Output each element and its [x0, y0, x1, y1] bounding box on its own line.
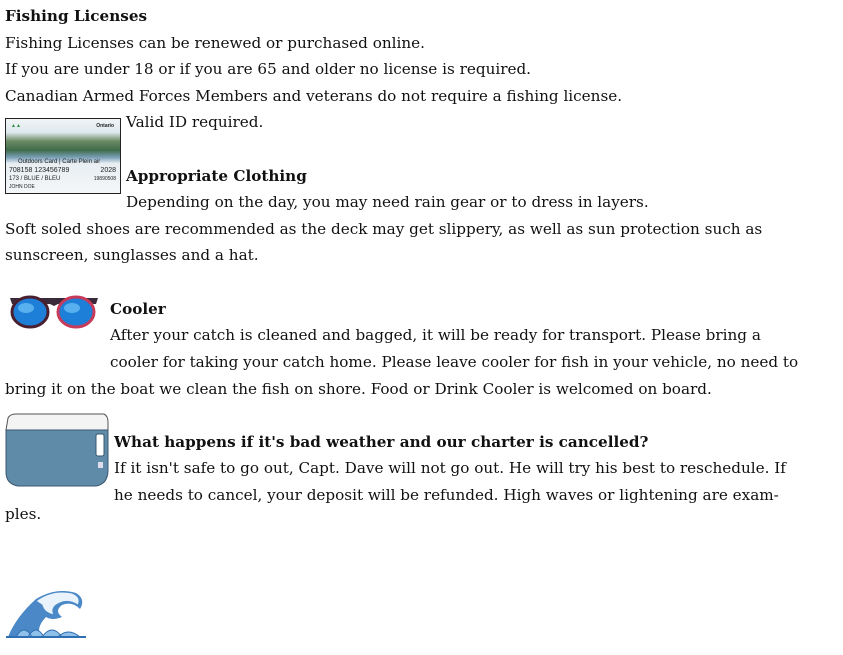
card-dob: 19890508: [93, 176, 116, 182]
text-line: After your catch is cleaned and bagged, it will be ready for transport. Please bring a: [110, 326, 761, 344]
sunglasses-icon: [8, 294, 100, 332]
cooler-icon: [4, 412, 110, 488]
card-year: 2028: [100, 167, 116, 174]
text-line: sunscreen, sunglasses and a hat.: [5, 246, 259, 264]
clothing-title: Appropriate Clothing: [126, 167, 307, 185]
wave-icon: [6, 587, 86, 639]
text-line: cooler for taking your catch home. Please leave cooler for fish in your vehicle, no need to: [110, 353, 799, 371]
text-line: If it isn't safe to go out, Capt. Dave will not go out. He will try his best to reschedule. If: [114, 459, 786, 477]
text-line: Depending on the day, you may need rain gear or to dress in layers.: [126, 193, 649, 211]
card-number: 708158 123456789: [9, 167, 70, 174]
cooler-title: Cooler: [110, 300, 166, 318]
card-name: JOHN DOE: [9, 184, 35, 190]
outdoors-card-image: ▲▲ Ontario Outdoors Card | Carte Plein air 708158 123456789 2028 173 / BLUE / BLEU 19890508 JOHN DOE: [5, 118, 121, 194]
text-line: Fishing Licenses can be renewed or purchased online.: [5, 34, 425, 52]
text-line: ples.: [5, 505, 42, 523]
text-line: If you are under 18 or if you are 65 and older no license is required.: [5, 60, 532, 78]
text-line: Soft soled shoes are recommended as the deck may get slippery, as well as sun protection such as: [5, 220, 763, 238]
card-info: 173 / BLUE / BLEU: [9, 176, 61, 182]
weather-title: What happens if it's bad weather and our charter is cancelled?: [114, 433, 649, 451]
text-line: bring it on the boat we clean the fish on shore. Food or Drink Cooler is welcomed on board.: [5, 380, 712, 398]
text-line: he needs to cancel, your deposit will be refunded. High waves or lightening are exam-: [114, 486, 779, 504]
card-title: Outdoors Card | Carte Plein air: [18, 159, 101, 165]
text-line: Valid ID required.: [126, 113, 264, 131]
licenses-title: Fishing Licenses: [5, 7, 148, 25]
text-line: Canadian Armed Forces Members and veterans do not require a fishing license.: [5, 87, 623, 105]
card-brand: Ontario: [96, 123, 114, 129]
